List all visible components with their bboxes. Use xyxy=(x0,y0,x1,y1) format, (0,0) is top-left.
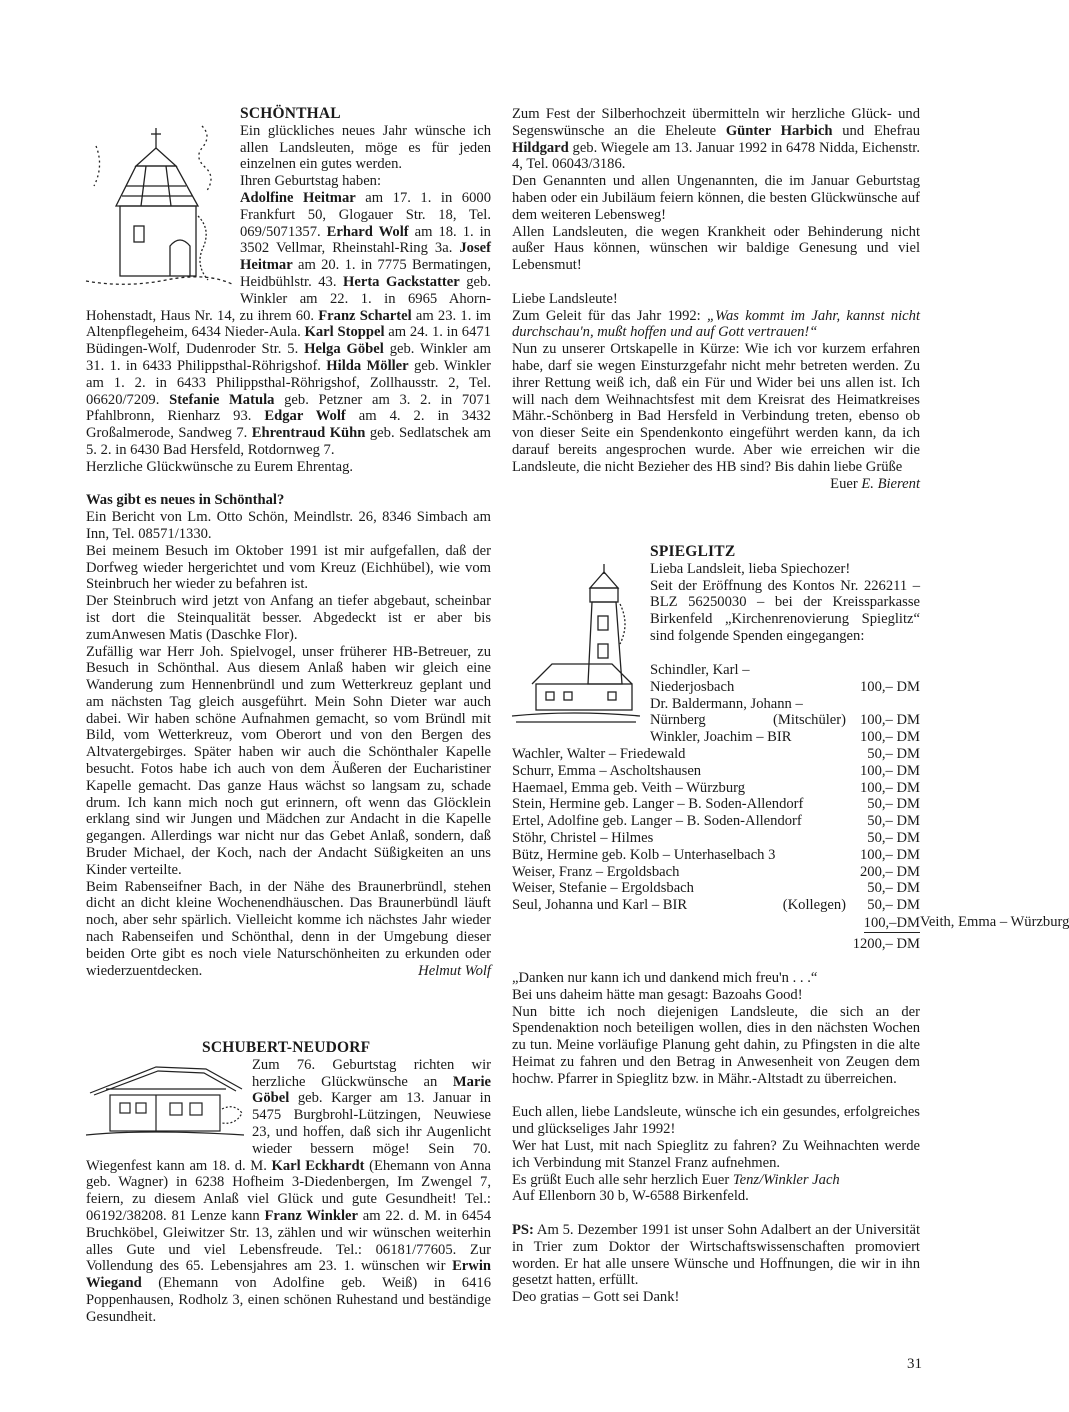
page-number: 31 xyxy=(907,1356,922,1372)
person-name: Erhard Wolf xyxy=(326,223,409,240)
paragraph: Den Genannten und allen Ungenannten, die im Januar Geburtstag haben oder ein Jubiläum feiern können, die besten Glückwünsche auf dem weiteren Lebensweg! xyxy=(512,173,920,223)
motto: Zum Geleit für das Jahr 1992: „Was kommt im Jahr, kannst nicht durchschau'n, mußt hoffen und auf Gott vertrauen!“ xyxy=(512,307,921,341)
person-name: Franz Winkler xyxy=(264,1207,358,1224)
donation-row: Nürnberg (Mitschüler) 100,– DM xyxy=(650,712,920,729)
paragraph: Zufällig war Herr Joh. Spielvogel, unser früherer HB-Betreuer, zu Besuch in Schönthal. Aus diesem Anlaß haben wir gleich eine Wanderung zum Hennenbründl und zum Wetterkreuz geplant und am nächsten Tag gleich ausgeführt. Mein Sohn Dieter war auch dabei. Wir haben schöne Aufnahmen gemacht, so vom Bründl mit Bild, vom Wetterkreuz, vom Oberort und von den Bergen des Altvatergebirges. Später haben wir auch die Schönthaler Kapelle besucht. Fotos habe ich auch von dem Äußeren der Eucharistiner Kapelle gemacht. Das ganze Haus wächst so langsam zu, schade drum. Ich kann mich noch gut erinnern, oft wenn das Glöcklein erklang sind wir Jungen und Mädchen zur Andacht in die Kapelle gegangen. Allerdings war nicht nur das Gebet Anlaß, sondern, daß Bruder Michael, der Koch, nach der Andacht Süßigkeiten an uns Kinder verteilte. xyxy=(86,643,491,878)
birthday-list: Adolfine Heitmar am 17. 1. in 6000 Frankfurt 50, Glogauer Str. 18, Tel. 069/5071357. Erhard Wolf am 18. 1. in 3502 Vellmar, Rheinstahl-Ring 3a. Josef Heitmar am 20. 1. in 7775 Bermatingen, Heidbühlstr. 43. Herta Gackstatter geb. Winkler am 22. 1. in 6965 Ahorn-Hohenstadt, Haus Nr. 14, zu ihrem 60. Franz Schartel am 23. 1. im Altenpflegeheim, 6434 Nieder-Aula. Karl Stoppel am 24. 1. in 6471 Büdingen-Wolf, Dudenroder Str. 5. Helga Göbel geb. Winkler am 31. 1. in 6433 Philippsthal-Röhrigshof. Hilda Möller geb. Winkler am 1. 2. in 6433 Philippsthal-Röhrigshof, Zollhausstr. 2, Tel. 06620/7209. Stefanie Matula geb. Petzner am 3. 2. in 7071 Pfahlbronn, Rienharz 93. Edgar Wolf am 4. 2. in 3432 Großalmerode, Sandweg 7. Ehrentraud Kühn geb. Sedlatschek am 5. 2. in 6430 Bad Hersfeld, Rotdornweg 7. xyxy=(86,189,492,458)
paragraph: Zum 76. Geburtstag richten wir herzliche Glückwünsche an Marie Göbel geb. Karger am 13. Januar in 5475 Burgbrohl-Lützingen, Neuwiese 23, und hoffen, daß sich ihr Augenlicht wieder bessern möge! Sein 70. Wiegenfest kann am 18. d. M. Karl Eckhardt (Ehemann von Anna geb. Wagner) in 6238 Hofheim 3-Diedenbergen, Im Zwengel 7, feiern, zu diesem Anlaß viel Glück und gute Gesundheit! Tel.: 06192/38208. 81 Lenze kann Franz Winkler am 22. d. M. in 6454 Bruchköbel, Gleiwitzer Str. 13, zählen und wir wünschen weiterhin alles Gute und viel Lebensfreude. Tel.: 06181/77605. Zur Vollendung des 65. Lebensjahres am 23. 1. wünschen wir Erwin Wiegand (Ehemann von Adolfine geb. Weiß) in 6416 Poppenhausen, Rodholz 3, einen schönen Ruhestand und beständige Gesundheit. xyxy=(86,1056,491,1325)
paragraph: Allen Landsleuten, die wegen Krankheit oder Behinderung nicht außer Haus können, wünschen wir baldige Genesung und viel Lebensmut! xyxy=(512,223,920,274)
farmhouse-illustration xyxy=(86,1059,248,1141)
donation-list: Schindler, Karl – Niederjosbach 100,– DM Dr. Baldermann, Johann – Nürnberg (Mitschüler) 100,– DM Winkler, Joachim – BIR 100,– DM Wachler, Walter – Friedewald 50,– DM Schurr, Emma – Ascholtshausen 100,– DM Haemael, Emma geb. Veith – Würzburg 100,– DM Stein, Hermine geb. Langer – B. Soden-Allendorf 50,– DM Ertel, Adolfine geb. Langer – B. Soden-Allendorf 50,– DM Stöhr, Christel – Hilmes 50,– DM Bütz, Hermine geb. Kolb – Unterhaselbach 3 100,– DM Weiser, Franz – Ergoldsbach 200,– DM Weiser, Stefanie – Ergoldsbach 50,– DM Seul, Johanna und Karl – BIR (Kollegen) 50,– DM Veith, Emma – Würzburg 100,–DM 1200,– DM xyxy=(512,662,1069,952)
donation-row: Niederjosbach 100,– DM xyxy=(650,678,920,695)
paragraph: Euch allen, liebe Landsleute, wünsche ich ein gesundes, erfolgreiches und glückseliges Jahr 1992! xyxy=(512,1104,920,1138)
person-name: Hilda Möller xyxy=(326,357,409,374)
person-name: Stefanie Matula xyxy=(169,391,275,408)
greeting: Liebe Landsleute! xyxy=(512,290,618,307)
quote: „Danken nur kann ich und dankend mich freu'n . . .“ xyxy=(512,970,818,986)
donation-row: Weiser, Stefanie – Ergoldsbach 50,– DM xyxy=(512,880,920,897)
left-column xyxy=(86,106,491,979)
paragraph: Bei meinem Besuch im Oktober 1991 ist mir aufgefallen, daß der Dorfweg wieder hergerichtet und vom Kreuz (Eichhübel), wie vom Steinbruch her wieder zu befahren ist. xyxy=(86,542,491,593)
donation-row: Winkler, Joachim – BIR 100,– DM xyxy=(650,729,920,746)
donation-row: Schindler, Karl – xyxy=(650,662,750,678)
donation-row: Haemael, Emma geb. Veith – Würzburg 100,– DM xyxy=(512,779,920,796)
intro-text: Ein glückliches neues Jahr wünsche ich allen Landsleuten, möge es für jeden einzelnen ein gutes werden. xyxy=(240,122,491,173)
donation-row: Wachler, Walter – Friedewald 50,– DM xyxy=(512,745,920,762)
paragraph: Nun zu unserer Ortskapelle in Kürze: Wie ich vor kurzem erfahren habe, darf sie wegen Einsturzgefahr nicht mehr betreten werden. Zu ihrer Rettung weiß ich, daß ein Für und Wider bei uns allen ist. Ich will nach dem Weihnachtsfest mit dem Kreisrat des Heimatkreises Mähr.-Schönberg in Bad Hersfeld in Verbindung treten, ebenso ob von dieser Seite ein Spendenkonto eingeführt werden kann, da ich darauf bereits angesprochen wurde. Aber wie erreichen wir die Landsleute, die nicht Bezieher des HB sind? Bis dahin liebe Grüße xyxy=(512,341,920,475)
right-column xyxy=(512,106,920,492)
schubert-section xyxy=(86,1040,491,1326)
closing-text: Herzliche Glückwünsche zu Eurem Ehrentag. xyxy=(86,458,354,475)
paragraph: Nun bitte ich noch diejenigen Landsleute, die sich an der Spendenaktion noch beteiligen wollen, dies in den nächsten Wochen zu tun. Meine vorläufige Planung geht dahin, zu Pfingsten in die alte Heimat zu fahren und den Betrag in Anwesenheit von Zeugen dem hochw. Pfarrer in Spieglitz bzw. in Mähr.-Altstadt zu überreichen. xyxy=(512,1003,920,1087)
signature: Euer E. Bierent xyxy=(830,475,920,492)
donation-total: 1200,– DM xyxy=(852,935,920,952)
person-name: Ehrentraud Kühn xyxy=(251,425,366,442)
paragraph: Der Steinbruch wird jetzt von Anfang an tiefer abgebaut, scheinbar ist dort die Steinqualität besser. Abgedeckt ist er aber bis zumAnwesen Matis (Daschke Flor). xyxy=(86,593,491,643)
author-signature: Tenz/Winkler Jach xyxy=(732,1171,840,1188)
paragraph: Bei uns daheim hätte man gesagt: Bazoahs Good! xyxy=(512,986,803,1003)
author-signature: Helmut Wolf xyxy=(418,962,491,979)
chapel-illustration xyxy=(86,106,236,296)
person-name: Adolfine Heitmar xyxy=(240,189,356,206)
donation-row: Stein, Hermine geb. Langer – B. Soden-Allendorf 50,– DM xyxy=(512,796,920,813)
paragraph: Beim Rabenseifner Bach, in der Nähe des Braunerbründl, stehen dicht an dicht kleine Wochenendhäuschen. Das Braunerbündl läuft noch, aber sehr spärlich. Vielleicht komme ich nächstes Jahr wieder nach Rabenseifen und Schönthal, denn in der Umgebung dieser beiden Orte gibt es noch viele Naturschönheiten zu erkunden oder wiederzuentdecken. Helmut Wolf xyxy=(86,878,491,979)
donation-row: 100,–DM xyxy=(863,914,920,931)
person-name: Helga Göbel xyxy=(304,341,384,358)
person-name: Hildgard xyxy=(512,139,569,156)
paragraph: Wer hat Lust, mit nach Spieglitz zu fahren? Zu Weihnachten werde ich Verbindung mit Stanzel Franz aufnehmen. xyxy=(512,1137,920,1171)
address: Auf Ellenborn 30 b, W-6588 Birkenfeld. xyxy=(512,1188,749,1205)
donation-row: Stöhr, Christel – Hilmes 50,– DM xyxy=(512,829,920,846)
donation-row: Dr. Baldermann, Johann – xyxy=(650,695,803,712)
donation-row: Seul, Johanna und Karl – BIR (Kollegen) 50,– DM xyxy=(512,897,920,914)
intro-text: Seit der Eröffnung des Kontos Nr. 226211 – BLZ 56250030 – bei der Kreissparkasse Birkenfeld „Kirchenrenovierung Spieglitz“ sind folgende Spenden eingegangen: xyxy=(650,577,920,644)
person-name: Franz Schartel xyxy=(318,307,412,324)
person-name: Karl Stoppel xyxy=(304,324,385,341)
person-name: Marie Göbel xyxy=(252,1073,491,1107)
person-name: Günter Harbich xyxy=(725,122,833,139)
section-title-schubert: SCHUBERT-NEUDORF xyxy=(202,1039,371,1056)
person-name: Erwin Wiegand xyxy=(86,1258,491,1292)
donation-row: Schurr, Emma – Ascholtshausen 100,– DM xyxy=(512,762,920,779)
person-name: Herta Gackstatter xyxy=(343,273,460,290)
donation-row: Ertel, Adolfine geb. Langer – B. Soden-Allendorf 50,– DM xyxy=(512,813,920,830)
paragraph: Deo gratias – Gott sei Dank! xyxy=(512,1289,680,1306)
postscript: PS: Am 5. Dezember 1991 ist unser Sohn Adalbert an der Universität in Trier zum Doktor der Wirtschaftswissenschaften promoviert worden. Er hat alle unsere Wünsche und Hoffnungen, die wir in ihn gesetzt hatten, erfüllt. xyxy=(512,1221,920,1289)
person-name: Edgar Wolf xyxy=(264,408,346,425)
donation-row: Bütz, Hermine geb. Kolb – Unterhaselbach 3 100,– DM xyxy=(512,846,920,863)
section-title-schoenthal: SCHÖNTHAL xyxy=(240,105,341,122)
intro-text: Lieba Landsleit, lieba Spiechozer! xyxy=(650,560,851,577)
spieglitz-text xyxy=(512,970,920,1306)
paragraph: Ein Bericht von Lm. Otto Schön, Meindlstr. 26, 8346 Simbach am Inn, Tel. 08571/1330. xyxy=(86,509,491,542)
news-heading: Was gibt es neues in Schönthal? xyxy=(86,492,285,509)
person-name: Josef Heitmar xyxy=(240,240,491,274)
intro-text: Ihren Geburtstag haben: xyxy=(240,173,382,190)
donation-row: Weiser, Franz – Ergoldsbach 200,– DM xyxy=(512,863,920,880)
paragraph: Zum Fest der Silberhochzeit übermitteln wir herzliche Glück- und Segenswünsche an die Eheleute Günter Harbich und Ehefrau Hildgard geb. Wiegele am 13. Januar 1992 in 6478 Nidda, Eichenstr. 4, Tel. 06043/3186. xyxy=(512,106,920,173)
paragraph: Es grüßt Euch alle sehr herzlich Euer Tenz/Winkler Jach xyxy=(512,1171,840,1188)
section-title-spieglitz: SPIEGLITZ xyxy=(650,543,736,560)
person-name: Karl Eckhardt xyxy=(271,1157,365,1174)
